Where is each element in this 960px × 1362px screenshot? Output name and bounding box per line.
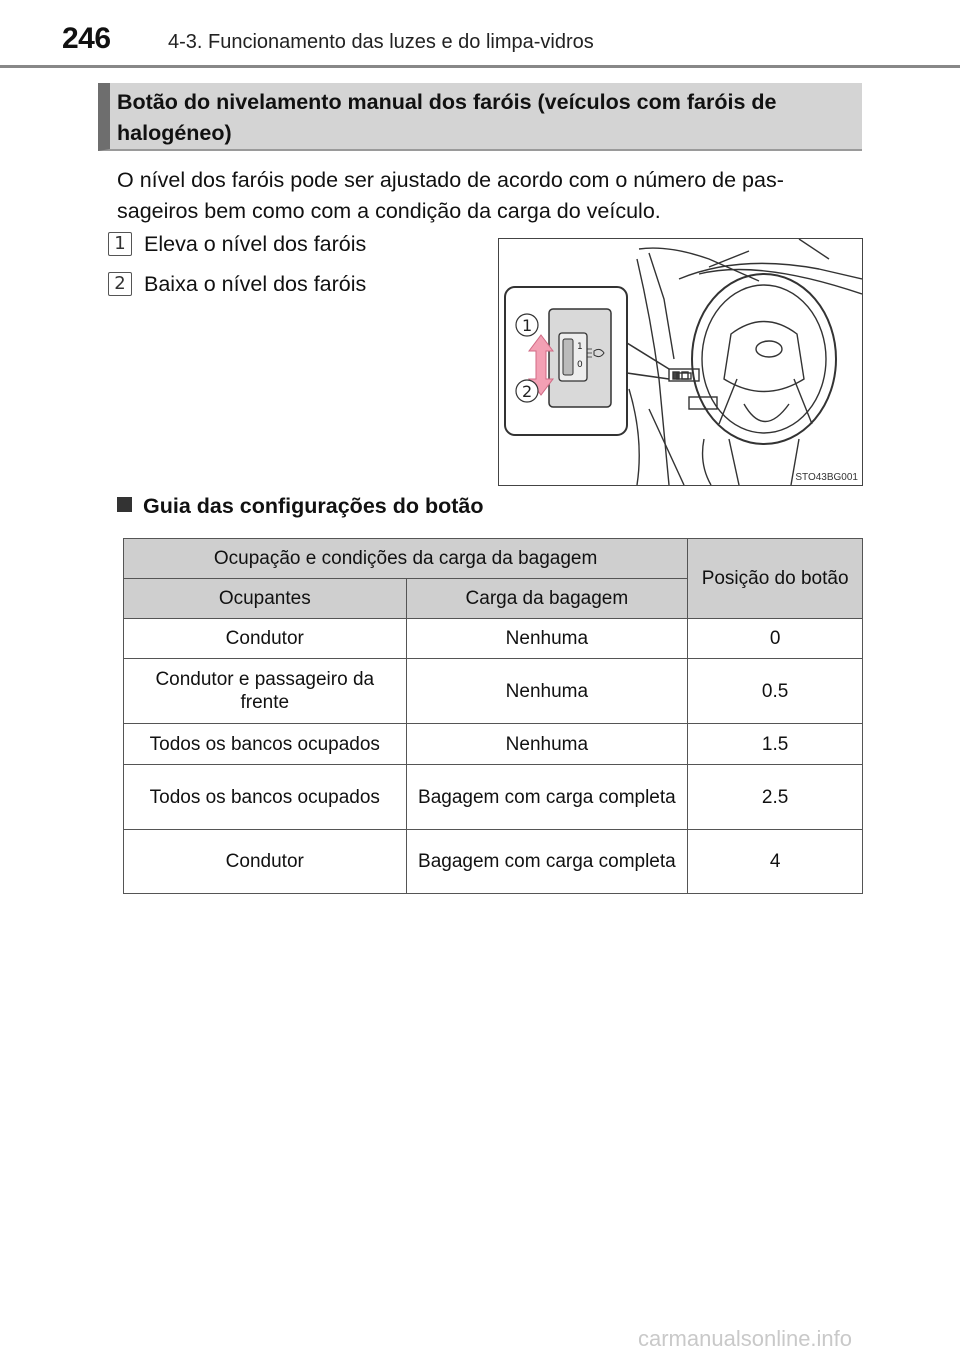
cell-load: Bagagem com carga completa — [406, 765, 688, 830]
cell-occupants: Condutor — [124, 830, 407, 894]
cell-occupants: Todos os bancos ocupados — [124, 765, 407, 830]
figure-code: STO43BG001 — [795, 472, 858, 483]
item-number-badge: 2 — [108, 272, 132, 296]
cell-occupants: Todos os bancos ocupados — [124, 724, 407, 765]
item-label-raise: Eleva o nível dos faróis — [144, 232, 367, 256]
cell-load: Nenhuma — [406, 659, 688, 724]
section-title: Botão do nivelamento manual dos faróis (veículos com faróis de halogéneo) — [117, 90, 777, 145]
cell-load: Nenhuma — [406, 724, 688, 765]
item-label-lower: Baixa o nível dos faróis — [144, 272, 367, 296]
watermark: carmanualsonline.info — [638, 1326, 853, 1351]
table-header-load: Carga da bagagem — [406, 579, 688, 619]
table-row — [124, 659, 863, 724]
header-divider — [0, 65, 960, 68]
cell-position: 4 — [688, 830, 863, 894]
cell-occupants: Condutor — [124, 619, 407, 659]
subsection-title — [117, 494, 483, 519]
cell-occupants: Condutor e passageiro da frente — [124, 659, 407, 724]
subsection-title-text: Guia das configurações do botão — [143, 494, 484, 518]
dashboard-illustration — [498, 238, 863, 486]
chapter-title: 4-3. Funcionamento das luzes e do limpa-vidros — [168, 31, 594, 53]
page-number: 246 — [62, 22, 111, 55]
steering-wheel-icon — [499, 239, 862, 485]
cell-position: 2.5 — [688, 765, 863, 830]
square-bullet-icon — [117, 497, 132, 512]
table-group-header: Ocupação e condições da carga da bagagem — [124, 539, 688, 579]
cell-load: Bagagem com carga completa — [406, 830, 688, 894]
table-row — [124, 724, 863, 765]
cell-position: 0 — [688, 619, 863, 659]
cell-position: 0.5 — [688, 659, 863, 724]
cell-load: Nenhuma — [406, 619, 688, 659]
table-row — [124, 765, 863, 830]
table-row — [124, 619, 863, 659]
svg-text:1: 1 — [522, 316, 533, 335]
intro-paragraph: O nível dos faróis pode ser ajustado de acordo com o número de pas- sageiros bem como com a condição da carga do veículo. — [117, 168, 784, 223]
svg-text:1: 1 — [577, 342, 583, 352]
svg-text:0: 0 — [577, 360, 583, 370]
table-row — [124, 830, 863, 894]
settings-table — [123, 538, 863, 894]
item-number-badge: 1 — [108, 232, 132, 256]
table-header-occupants: Ocupantes — [124, 579, 407, 619]
table-position-header: Posição do botão — [688, 539, 863, 619]
cell-position: 1.5 — [688, 724, 863, 765]
svg-text:2: 2 — [522, 382, 533, 401]
